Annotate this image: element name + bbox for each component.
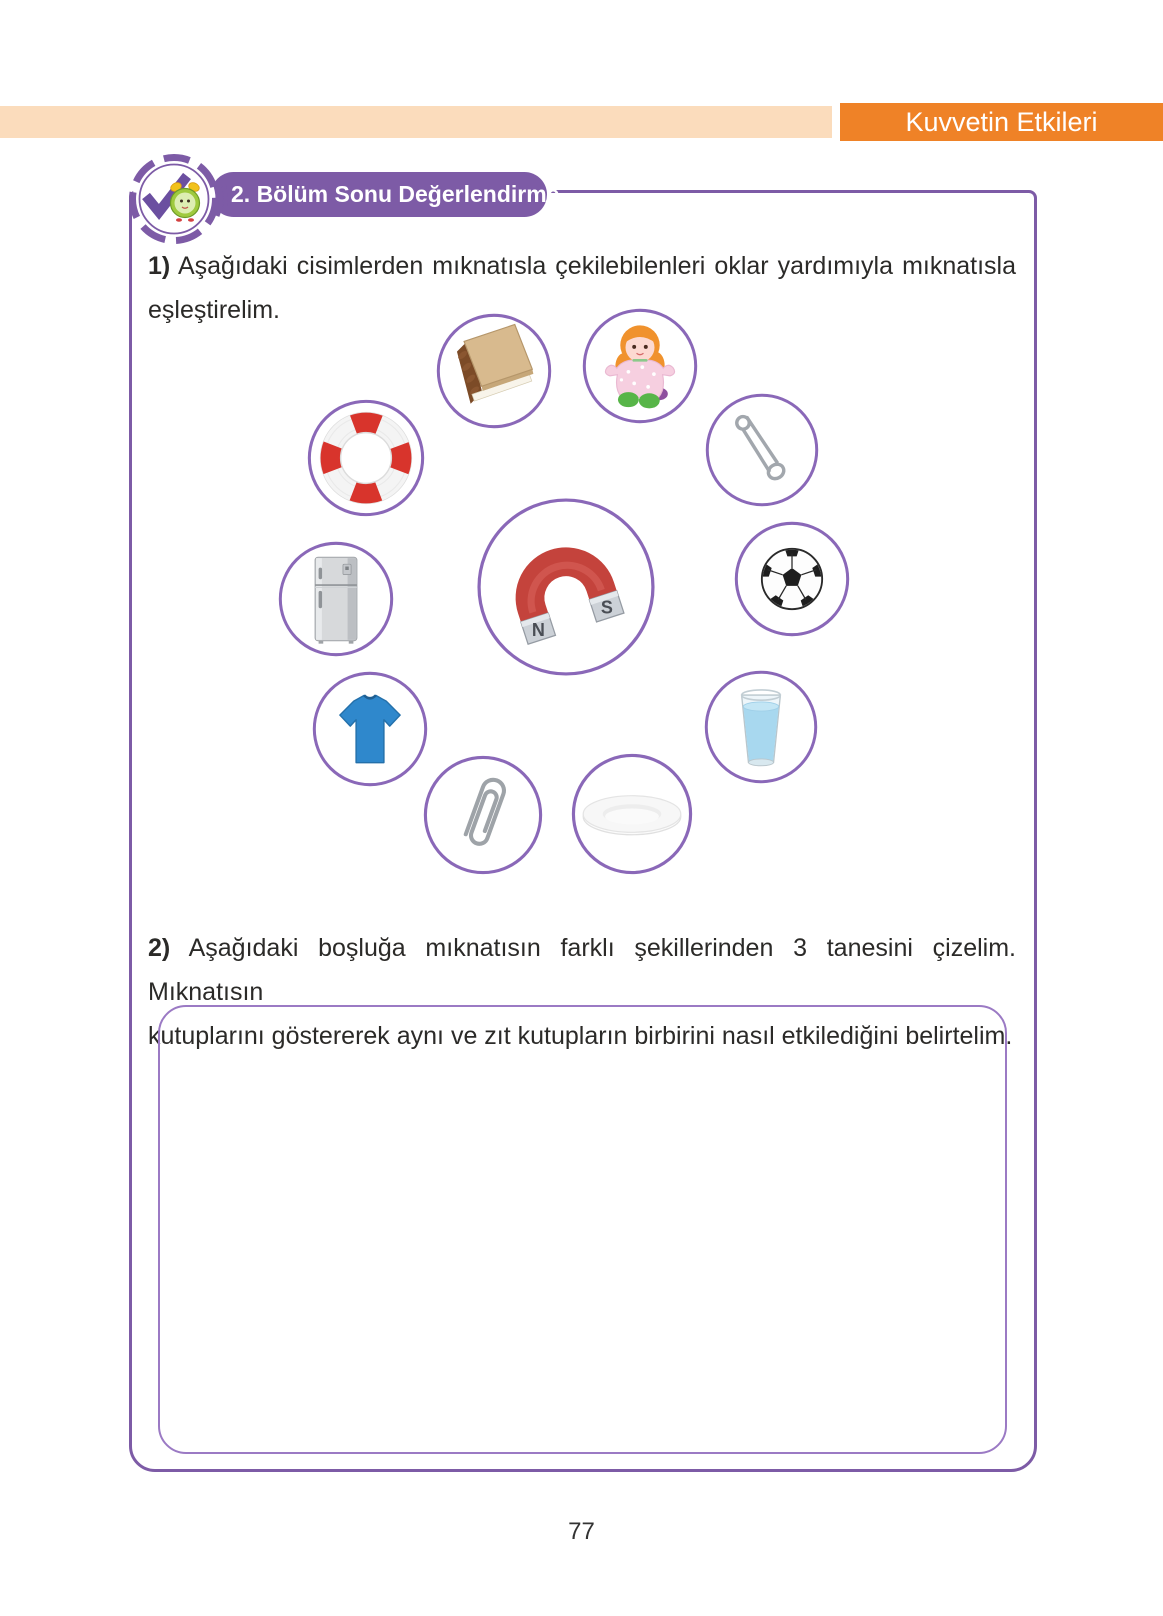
soccer-ball-item bbox=[734, 521, 850, 637]
paperclip-item bbox=[423, 755, 543, 875]
header-band bbox=[0, 106, 832, 138]
chapter-title: Kuvvetin Etkileri bbox=[905, 107, 1098, 137]
question-1-line-2: eşleştirelim. bbox=[148, 296, 280, 324]
safety-pin-icon bbox=[705, 393, 819, 507]
section-title-pill bbox=[211, 172, 560, 217]
plate-icon bbox=[571, 753, 693, 875]
magnet-north-label: N bbox=[531, 619, 545, 640]
soccer-ball-icon bbox=[734, 521, 850, 637]
book-icon bbox=[436, 313, 552, 429]
paperclip-icon bbox=[423, 755, 543, 875]
checkmark-clock-icon bbox=[124, 149, 224, 249]
book-item bbox=[436, 313, 552, 429]
question-1-line-1: 1) Aşağıdaki cisimlerden mıknatısla çekilebilenleri oklar yardımıyla mıknatısla bbox=[148, 252, 1016, 280]
section-title: 2. Bölüm Sonu Değerlendirme bbox=[231, 181, 560, 207]
doll-icon bbox=[582, 308, 698, 424]
safety-pin-item bbox=[705, 393, 819, 507]
lifebuoy-icon bbox=[307, 399, 425, 517]
magnet-item bbox=[476, 497, 656, 677]
t-shirt-icon bbox=[312, 671, 428, 787]
section-badge-emblem bbox=[124, 149, 224, 249]
glass-of-water-item bbox=[704, 670, 818, 784]
question-1-number: 1) bbox=[148, 252, 171, 280]
chapter-title-tab bbox=[840, 103, 1163, 141]
magnet-south-label: S bbox=[600, 597, 613, 618]
plate-item bbox=[571, 753, 693, 875]
question-2-line-1: 2) Aşağıdaki boşluğa mıknatısın farklı şekillerinden 3 tanesini çizelim. Mıknatısın bbox=[148, 934, 1016, 1006]
t-shirt-item bbox=[312, 671, 428, 787]
drawing-area-box bbox=[158, 1005, 1007, 1454]
lifebuoy-item bbox=[307, 399, 425, 517]
page-number: 77 bbox=[568, 1518, 595, 1545]
doll-item bbox=[582, 308, 698, 424]
glass-of-water-icon bbox=[704, 670, 818, 784]
question-2-line-2: kutuplarını göstererek aynı ve zıt kutupların birbirini nasıl etkilediğini belirtelim. bbox=[148, 1022, 1013, 1050]
question-2-number: 2) bbox=[148, 934, 171, 962]
refrigerator-icon bbox=[278, 541, 394, 657]
refrigerator-item bbox=[278, 541, 394, 657]
horseshoe-magnet-icon bbox=[476, 497, 656, 677]
